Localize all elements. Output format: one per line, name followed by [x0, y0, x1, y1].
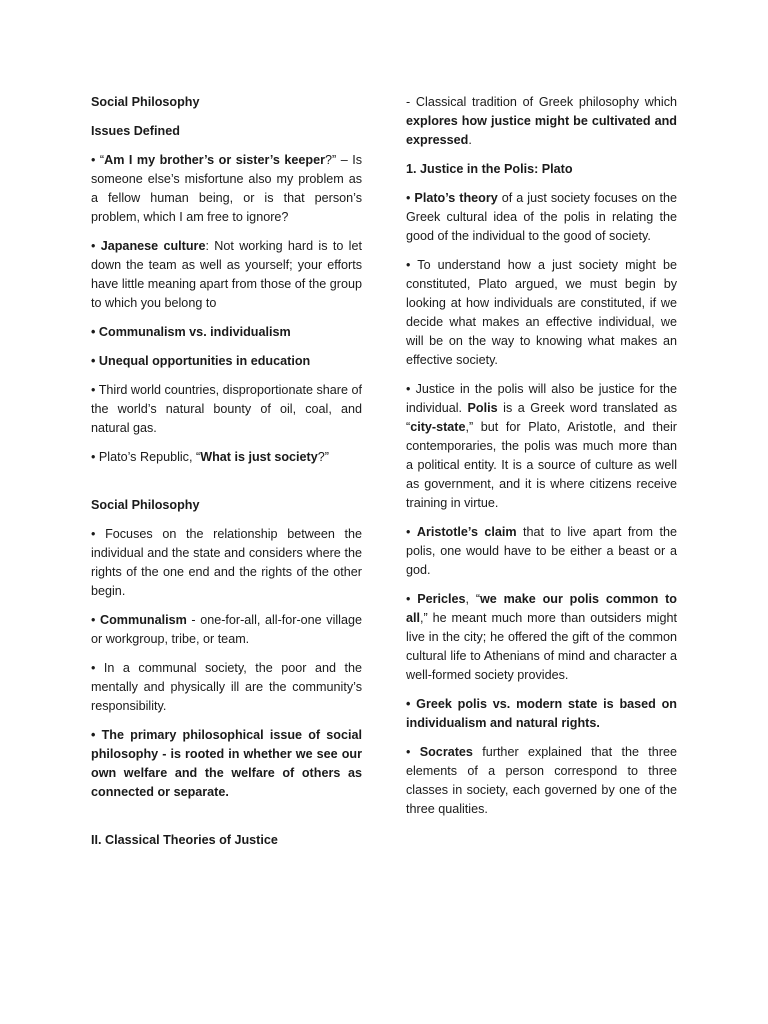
bullet-paragraph: • Socrates further explained that the three elements of a person correspond to three classes in society, each governed by one of the three qualities. [406, 745, 677, 816]
bullet-paragraph: • Japanese culture: Not working hard is to let down the team as well as yourself; your efforts have little meaning apart from those of the group to which you belong to [91, 239, 362, 310]
left-column [91, 93, 362, 860]
bullet-paragraph: • Plato’s theory of a just society focuses on the Greek cultural idea of the polis in relating the good of the individual to the good of society. [406, 191, 677, 243]
intro-paragraph: - Classical tradition of Greek philosophy which explores how justice might be cultivated and expressed. [406, 95, 677, 147]
right-column [406, 93, 677, 829]
bullet-paragraph: • Justice in the polis will also be justice for the individual. Polis is a Greek word translated as “city-state,” but for Plato, Aristotle, and their contemporaries, the polis was much more than a political entity. It is a source of culture as well as government, and it is where citizens receive training in virtue. [406, 382, 677, 510]
section-heading: Social Philosophy [91, 498, 200, 512]
bullet-paragraph: • Communalism vs. individualism [91, 325, 291, 339]
bullet-paragraph: • Plato’s Republic, “What is just society?” [91, 450, 329, 464]
bullet-paragraph: • To understand how a just society might be constituted, Plato argued, we must begin by looking at how individuals are constituted, if we decide what makes an effective individual, we will be on the way to knowing what makes an effective society. [406, 258, 677, 367]
bullet-paragraph: • Communalism - one-for-all, all-for-one village or workgroup, tribe, or team. [91, 613, 362, 646]
bullet-paragraph: • Greek polis vs. modern state is based on individualism and natural rights. [406, 697, 677, 730]
bullet-paragraph: • Third world countries, disproportionate share of the world’s natural bounty of oil, coal, and natural gas. [91, 383, 362, 435]
section-heading: Social Philosophy [91, 95, 200, 109]
subsection-heading: Issues Defined [91, 124, 180, 138]
subsection-heading: 1. Justice in the Polis: Plato [406, 162, 573, 176]
bullet-paragraph: • Aristotle’s claim that to live apart from the polis, one would have to be either a beast or a god. [406, 525, 677, 577]
bullet-paragraph: • “Am I my brother’s or sister’s keeper?” – Is someone else’s misfortune also my problem as a fellow human being, or is that person’s problem, which I am free to ignore? [91, 153, 362, 224]
bullet-paragraph: • In a communal society, the poor and the mentally and physically ill are the community’s responsibility. [91, 661, 362, 713]
section-heading: II. Classical Theories of Justice [91, 833, 278, 847]
bullet-paragraph: • The primary philosophical issue of social philosophy - is rooted in whether we see our own welfare and the welfare of others as connected or separate. [91, 728, 362, 799]
bullet-paragraph: • Focuses on the relationship between the individual and the state and considers where the rights of the one end and the rights of the other begin. [91, 527, 362, 598]
bullet-paragraph: • Pericles, “we make our polis common to all,” he meant much more than outsiders might live in the city; he offered the gift of the common cultural life to Athenians of mind and character a well-formed society provides. [406, 592, 677, 682]
bullet-paragraph: • Unequal opportunities in education [91, 354, 311, 368]
